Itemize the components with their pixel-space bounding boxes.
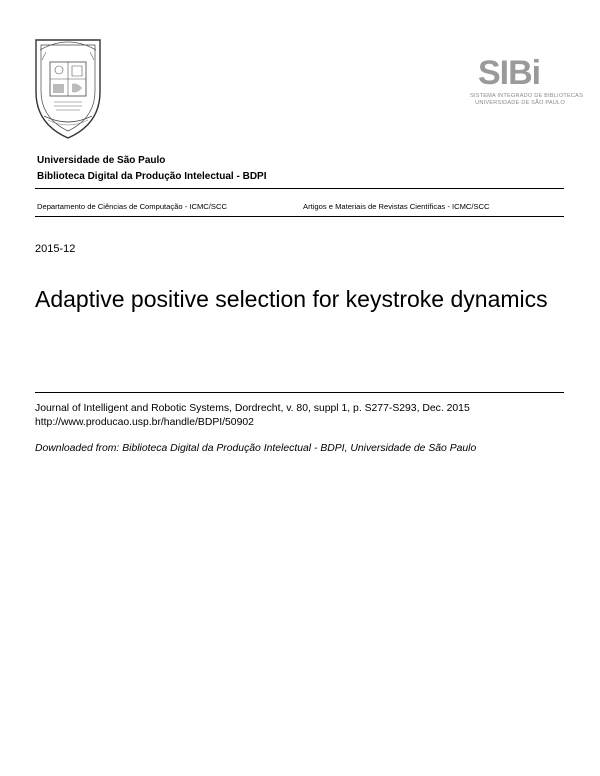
department-label: Departamento de Ciências de Computação - ICMC/SCC	[37, 202, 227, 211]
divider-bottom	[35, 392, 564, 393]
handle-link[interactable]: http://www.producao.usp.br/handle/BDPI/50902	[35, 417, 254, 428]
divider-middle	[35, 216, 564, 217]
usp-seal-icon	[30, 32, 106, 142]
sibi-logo	[470, 54, 584, 110]
sibi-subtitle-line1: SISTEMA INTEGRADO DE BIBLIOTECAS	[470, 93, 584, 99]
library-name: Biblioteca Digital da Produção Intelectual - BDPI	[37, 171, 267, 182]
divider-top	[35, 188, 564, 189]
publication-date: 2015-12	[35, 243, 76, 255]
citation-text: Journal of Intelligent and Robotic Systems, Dordrecht, v. 80, suppl 1, p. S277-S293, Dec. 2015	[35, 403, 470, 414]
document-title: Adaptive positive selection for keystroke dynamics	[35, 286, 548, 312]
institution-name: Universidade de São Paulo	[37, 155, 166, 166]
collection-label: Artigos e Materiais de Revistas Científicas - ICMC/SCC	[303, 202, 490, 211]
sibi-wordmark: SIBi	[478, 54, 541, 92]
sibi-subtitle-line2: UNIVERSIDADE DE SÃO PAULO	[475, 100, 565, 106]
downloaded-from-note: Downloaded from: Biblioteca Digital da Produção Intelectual - BDPI, Universidade de São Paulo	[35, 443, 477, 454]
